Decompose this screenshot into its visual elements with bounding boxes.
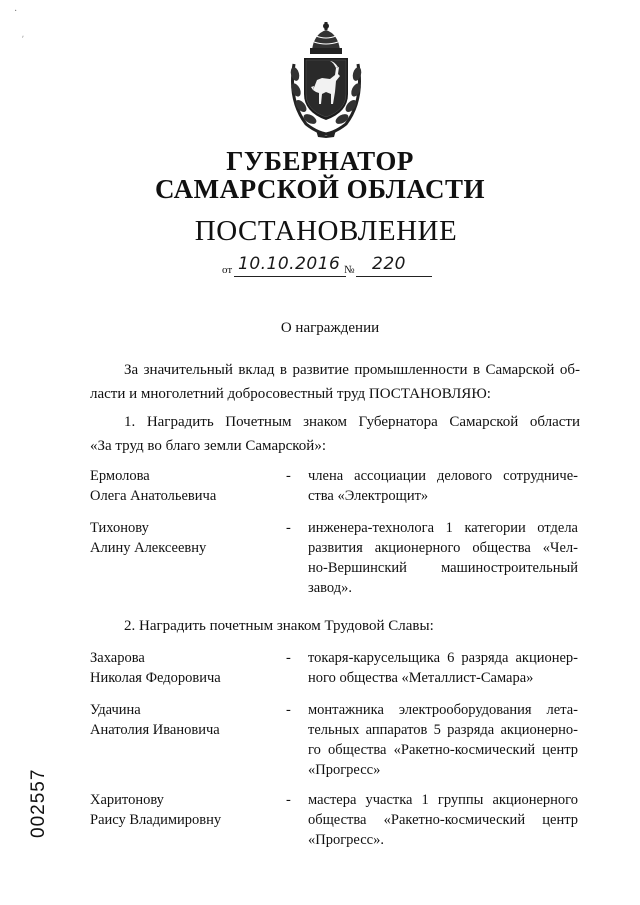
number-prefix: № <box>344 264 355 276</box>
date-prefix: от <box>222 264 233 276</box>
position-line: но-Вершинский машиностроительный <box>308 560 578 576</box>
position-line: ства «Электрощит» <box>308 488 429 504</box>
position-line: го общества «Ракетно-космический центр <box>308 742 578 758</box>
awardee-position <box>308 700 578 780</box>
awardee-surname: Харитонову <box>90 792 164 808</box>
position-line: развития акционерного общества «Чел- <box>308 540 578 556</box>
position-line: «Прогресс». <box>308 832 384 848</box>
awardee-dash: - <box>286 650 291 666</box>
coat-of-arms-emblem <box>286 20 366 138</box>
position-line: инженера-технолога 1 категории отдела <box>308 520 578 536</box>
authority-title-line2: САМАРСКОЙ ОБЛАСТИ <box>154 174 486 204</box>
awardee-given-names: Анатолия Ивановича <box>90 722 220 738</box>
awardee-dash: - <box>286 468 291 484</box>
document-subject: О награждении <box>280 320 380 336</box>
position-line: мастера участка 1 группы акционерного <box>308 792 578 808</box>
awardee-given-names: Олега Анатольевича <box>90 488 217 504</box>
item1-heading-line1: 1. Наградить Почетным знаком Губернатора Самарской области <box>124 414 580 430</box>
handwritten-number: 220 <box>372 254 406 274</box>
awardee-name <box>90 648 280 688</box>
position-line: тельных аппаратов 5 разряда акционерно- <box>308 722 578 738</box>
awardee-dash: - <box>286 702 291 718</box>
item1-heading-line2: «За труд во благо земли Самарской»: <box>90 438 326 454</box>
position-line: общества «Ракетно-космический центр <box>308 812 578 828</box>
position-line: члена ассоциации делового сотрудниче- <box>308 468 578 484</box>
position-line: завод». <box>308 580 352 596</box>
awardee-name <box>90 518 280 558</box>
awardee-name <box>90 466 280 506</box>
awardee-given-names: Николая Федоровича <box>90 670 221 686</box>
number-underline <box>356 276 432 277</box>
position-line: ного общества «Металлист-Самара» <box>308 670 534 686</box>
side-serial-number: 002557 <box>28 768 49 838</box>
scan-speck: · <box>14 6 18 17</box>
awardee-given-names: Алину Алексеевну <box>90 540 207 556</box>
awardee-surname: Удачина <box>90 702 141 718</box>
scan-speck: ʹ <box>22 34 24 44</box>
position-line: токаря-карусельщика 6 разряда акционер- <box>308 650 578 666</box>
awardee-position <box>308 790 578 850</box>
date-number-line <box>222 254 452 280</box>
item2-heading: 2. Наградить почетным знаком Трудовой Славы: <box>124 618 434 634</box>
awardee-dash: - <box>286 520 291 536</box>
document-type-heading: ПОСТАНОВЛЕНИЕ <box>194 215 458 247</box>
preamble-line1: За значительный вклад в развитие промышленности в Самарской об- <box>124 362 580 378</box>
authority-title-line1: ГУБЕРНАТОР <box>226 146 414 176</box>
date-underline <box>234 276 346 277</box>
awardee-position <box>308 466 578 506</box>
position-line: монтажника электрооборудования лета- <box>308 702 578 718</box>
awardee-name <box>90 790 280 830</box>
awardee-surname: Тихонову <box>90 520 149 536</box>
awardee-given-names: Раису Владимировну <box>90 812 222 828</box>
awardee-surname: Ермолова <box>90 468 150 484</box>
handwritten-date: 10.10.2016 <box>238 254 341 274</box>
position-line: «Прогресс» <box>308 762 381 778</box>
awardee-surname: Захарова <box>90 650 145 666</box>
awardee-position <box>308 518 578 598</box>
awardee-position <box>308 648 578 688</box>
awardee-dash: - <box>286 792 291 808</box>
awardee-name <box>90 700 280 740</box>
preamble-line2: ласти и многолетний добросовестный труд ПОСТАНОВЛЯЮ: <box>90 386 491 402</box>
